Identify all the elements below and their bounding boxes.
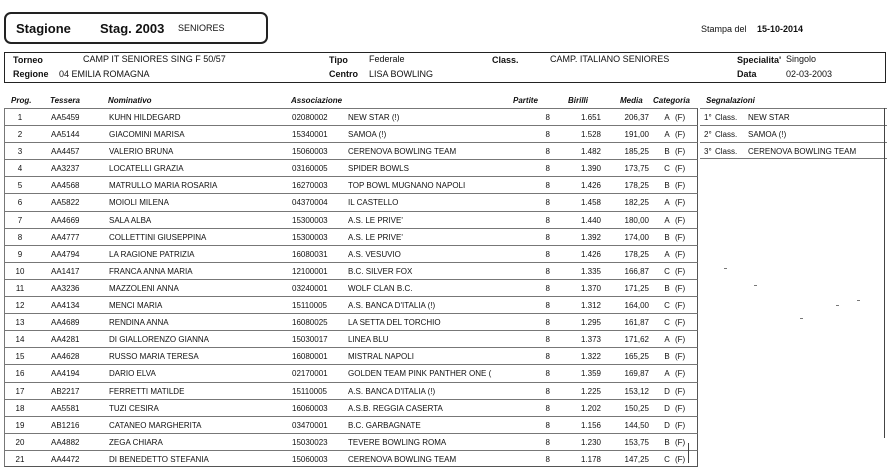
row-associazione: A.S. LE PRIVE' [348,232,403,242]
data-label: Data [737,69,757,79]
season-label: Stagione [16,21,71,36]
row-associazione: TOP BOWL MUGNANO NAPOLI [348,181,466,191]
row-tessera: AA4628 [51,352,80,362]
row-prog: 9 [17,249,23,259]
row-associazione: CERENOVA BOWLING TEAM [348,147,457,157]
col-header-partite: Partite [513,96,538,105]
row-codice: 15300003 [292,232,328,242]
row-sesso: (F) [675,164,686,174]
row-nominativo: LA RAGIONE PATRIZIA [109,249,195,259]
row-codice: 15110005 [292,301,327,311]
row-birilli: 1.482 [580,147,601,157]
segnalazione-team: NEW STAR [748,113,790,122]
table-row [4,245,698,262]
row-codice: 03240001 [292,283,328,293]
scan-speck [836,305,839,306]
row-media: 153,12 [624,386,649,396]
segnalazione-team: SAMOA (!) [748,130,787,140]
row-partite: 8 [545,403,550,413]
scan-speck [857,300,860,301]
row-nominativo: FERRETTI MATILDE [109,386,185,396]
row-prog: 6 [17,198,23,208]
row-sesso: (F) [675,318,686,328]
row-prog: 13 [15,318,25,328]
row-tessera: AA4777 [51,232,80,242]
class-label: Class. [492,55,519,65]
row-sesso: (F) [675,147,686,157]
row-nominativo: LOCATELLI GRAZIA [109,164,184,174]
season-category: SENIORES [178,23,225,33]
table-row [4,262,698,279]
segnalazione-class-label: Class. [715,147,738,157]
row-sesso: (F) [675,113,686,122]
row-prog: 11 [15,283,25,293]
row-codice: 15060003 [292,147,328,157]
row-partite: 8 [545,318,550,328]
row-birilli: 1.370 [580,283,601,293]
row-birilli: 1.528 [580,130,601,140]
row-partite: 8 [545,437,550,447]
row-birilli: 1.322 [580,352,601,362]
table-row [4,176,698,193]
col-header-associazione: Associazione [291,96,343,105]
row-media: 164,00 [624,301,649,311]
row-prog: 17 [15,386,25,396]
segnalazione-pos: 2° [704,130,712,140]
row-nominativo: COLLETTINI GIUSEPPINA [109,232,207,242]
row-partite: 8 [545,164,550,174]
row-associazione: GOLDEN TEAM PINK PANTHER ONE ( [348,369,492,379]
row-prog: 1 [17,113,23,122]
table-row [4,364,698,381]
row-prog: 18 [15,403,25,413]
segnalazione-class-label: Class. [715,130,738,140]
row-nominativo: ZEGA CHIARA [109,437,163,447]
row-tessera: AA1417 [51,266,80,276]
row-codice: 16270003 [292,181,328,191]
row-categoria: D [664,420,670,430]
specialita-label: Specialita' [737,55,782,65]
row-tessera: AB2217 [51,386,80,396]
row-categoria: C [664,301,670,311]
row-codice: 02170001 [292,369,328,379]
row-nominativo: SALA ALBA [109,215,152,225]
row-partite: 8 [545,130,550,140]
row-associazione: B.C. GARBAGNATE [348,420,421,430]
row-codice: 02080002 [292,113,328,122]
row-media: 180,00 [624,215,649,225]
row-media: 173,75 [624,164,649,174]
row-birilli: 1.202 [580,403,601,413]
row-nominativo: RENDINA ANNA [109,318,169,328]
row-media: 166,87 [624,266,649,276]
row-codice: 15030017 [292,335,328,345]
row-tessera: AA4281 [51,335,80,345]
row-associazione: A.S. LE PRIVE' [348,215,403,225]
row-media: 174,00 [624,232,649,242]
row-nominativo: MENCI MARIA [109,301,163,311]
torneo-value: CAMP IT SENIORES SING F 50/57 [83,54,226,64]
torneo-label: Torneo [13,55,43,65]
regione-value: 04 EMILIA ROMAGNA [59,69,150,79]
row-partite: 8 [545,301,550,311]
row-categoria: D [664,403,670,413]
row-media: 144,50 [624,420,649,430]
row-associazione: CERENOVA BOWLING TEAM [348,454,457,464]
row-media: 165,25 [624,352,649,362]
row-tessera: AA4882 [51,437,80,447]
row-nominativo: TUZI CESIRA [109,403,159,413]
row-sesso: (F) [675,215,686,225]
table-row [4,347,698,364]
row-tessera: AA3237 [51,164,80,174]
row-codice: 12100001 [292,266,328,276]
row-media: 191,00 [624,130,649,140]
row-tessera: AA4794 [51,249,80,259]
row-birilli: 1.359 [580,369,601,379]
row-partite: 8 [545,215,550,225]
row-codice: 15030023 [292,437,328,447]
row-birilli: 1.440 [580,215,601,225]
row-prog: 10 [15,266,25,276]
row-codice: 03160005 [292,164,328,174]
table-row [4,433,698,450]
tipo-value: Federale [369,54,405,64]
row-sesso: (F) [675,335,686,345]
row-associazione: TEVERE BOWLING ROMA [348,437,447,447]
row-nominativo: KUHN HILDEGARD [109,113,181,122]
row-nominativo: VALERIO BRUNA [109,147,174,157]
results-table [4,108,698,467]
row-associazione: A.S. BANCA D'ITALIA (!) [348,301,436,311]
row-codice: 16080001 [292,352,328,362]
row-tessera: AA4472 [51,454,80,464]
row-sesso: (F) [675,352,686,362]
data-value: 02-03-2003 [786,69,833,79]
row-categoria: B [664,181,670,191]
row-birilli: 1.373 [580,335,601,345]
row-birilli: 1.458 [580,198,601,208]
row-categoria: A [664,249,670,259]
row-associazione: SAMOA (!) [348,130,387,140]
segnalazione-team: CERENOVA BOWLING TEAM [748,147,857,157]
row-prog: 14 [15,335,25,345]
table-row [4,313,698,330]
row-codice: 03470001 [292,420,328,430]
row-partite: 8 [545,113,550,122]
row-categoria: A [664,335,670,345]
row-sesso: (F) [675,301,686,311]
segnalazione-row [700,108,887,125]
row-media: 171,62 [624,335,649,345]
row-prog: 3 [17,147,23,157]
row-categoria: A [664,198,670,208]
row-codice: 04370004 [292,198,328,208]
row-associazione: A.S. VESUVIO [348,249,401,259]
row-nominativo: RUSSO MARIA TERESA [109,352,199,362]
row-sesso: (F) [675,386,686,396]
row-categoria: B [664,283,670,293]
row-categoria: C [664,266,670,276]
row-prog: 21 [15,454,25,464]
row-tessera: AA4568 [51,181,80,191]
col-header-birilli: Birilli [568,96,589,105]
row-sesso: (F) [675,369,686,379]
row-tessera: AA3236 [51,283,80,293]
row-associazione: IL CASTELLO [348,198,399,208]
row-associazione: MISTRAL NAPOLI [348,352,414,362]
season-value: Stag. 2003 [100,21,165,36]
row-media: 171,25 [624,283,649,293]
row-sesso: (F) [675,266,686,276]
row-prog: 19 [15,420,25,430]
row-categoria: C [664,454,670,464]
row-prog: 8 [17,232,23,242]
row-media: 169,87 [624,369,649,379]
row-partite: 8 [545,232,550,242]
row-media: 178,25 [624,249,649,259]
row-partite: 8 [545,420,550,430]
row-associazione: A.S.B. REGGIA CASERTA [348,403,443,413]
row-birilli: 1.390 [580,164,601,174]
row-media: 178,25 [624,181,649,191]
row-partite: 8 [545,352,550,362]
row-birilli: 1.156 [580,420,601,430]
table-row [4,399,698,416]
row-media: 161,87 [624,318,649,328]
row-sesso: (F) [675,420,686,430]
row-codice: 16080031 [292,249,328,259]
specialita-value: Singolo [786,54,817,64]
class-value: CAMP. ITALIANO SENIORES [550,54,670,64]
segnalazione-class-label: Class. [715,113,738,122]
row-tessera: AA4669 [51,215,80,225]
row-categoria: C [664,318,670,328]
row-categoria: D [664,386,670,396]
scan-speck [724,268,727,269]
table-row [4,330,698,347]
col-header-media: Media [620,96,643,105]
table-row [4,382,698,399]
row-prog: 12 [15,301,25,311]
row-sesso: (F) [675,232,686,242]
table-row [4,279,698,296]
row-birilli: 1.392 [580,232,601,242]
segnalazione-row [700,142,887,159]
row-media: 147,25 [624,454,649,464]
segnalazione-row [700,125,887,142]
table-row [4,416,698,433]
segnalazione-pos: 3° [704,147,712,157]
row-media: 185,25 [624,147,649,157]
centro-value: LISA BOWLING [369,69,434,79]
row-categoria: A [664,130,670,140]
row-nominativo: MAZZOLENI ANNA [109,283,179,293]
row-associazione: A.S. BANCA D'ITALIA (!) [348,386,436,396]
row-prog: 15 [15,352,25,362]
row-partite: 8 [545,181,550,191]
row-categoria: A [664,215,670,225]
row-prog: 16 [15,369,25,379]
row-tessera: AA5459 [51,113,80,122]
col-header-categoria: Categoria [653,96,690,105]
row-birilli: 1.312 [580,301,601,311]
segnalazione-pos: 1° [704,113,712,122]
row-sesso: (F) [675,249,686,259]
row-nominativo: GIACOMINI MARISA [109,130,185,140]
table-row [4,142,698,159]
row-categoria: C [664,164,670,174]
row-media: 182,25 [624,198,649,208]
row-sesso: (F) [675,454,686,464]
row-prog: 7 [17,215,23,225]
row-codice: 16080025 [292,318,328,328]
row-sesso: (F) [675,198,686,208]
tournament-info-box [4,52,886,83]
row-associazione: SPIDER BOWLS [348,164,409,174]
row-tessera: AA4457 [51,147,80,157]
row-partite: 8 [545,147,550,157]
col-header-nominativo: Nominativo [108,96,152,105]
row-birilli: 1.225 [580,386,601,396]
row-media: 150,25 [624,403,649,413]
table-row [4,193,698,210]
row-nominativo: CATANEO MARGHERITA [109,420,202,430]
print-date-value: 15-10-2014 [757,24,804,34]
row-partite: 8 [545,335,550,345]
row-tessera: AA5144 [51,130,80,140]
row-codice: 15340001 [292,130,328,140]
row-sesso: (F) [675,181,686,191]
regione-label: Regione [13,69,49,79]
row-nominativo: DARIO ELVA [109,369,156,379]
scan-edge-line [884,108,885,438]
table-row [4,296,698,313]
row-sesso: (F) [675,437,686,447]
segnalazioni-list [700,108,887,159]
tipo-label: Tipo [329,55,348,65]
row-nominativo: DI BENEDETTO STEFANIA [109,454,209,464]
row-birilli: 1.230 [580,437,601,447]
row-tessera: AB1216 [51,420,80,430]
season-box [4,12,268,44]
row-codice: 15060003 [292,454,328,464]
row-tessera: AA4689 [51,318,80,328]
row-associazione: NEW STAR (!) [348,113,400,122]
row-birilli: 1.178 [580,454,601,464]
row-tessera: AA5822 [51,198,80,208]
table-row [4,159,698,176]
col-header-tessera: Tessera [50,96,80,105]
table-row [4,228,698,245]
row-media: 153,75 [624,437,649,447]
row-sesso: (F) [675,403,686,413]
row-partite: 8 [545,249,550,259]
row-categoria: A [664,113,670,122]
row-codice: 15300003 [292,215,328,225]
row-birilli: 1.295 [580,318,601,328]
row-nominativo: DI GIALLORENZO GIANNA [109,335,210,345]
row-associazione: LINEA BLU [348,335,389,345]
scan-speck [754,285,757,286]
row-birilli: 1.426 [580,181,601,191]
row-tessera: AA4134 [51,301,80,311]
row-partite: 8 [545,198,550,208]
row-tessera: AA4194 [51,369,80,379]
table-row [4,211,698,228]
row-nominativo: FRANCA ANNA MARIA [109,266,193,276]
row-categoria: A [664,369,670,379]
row-codice: 16060003 [292,403,328,413]
row-partite: 8 [545,369,550,379]
row-prog: 20 [15,437,25,447]
row-media: 206,37 [624,113,649,122]
row-partite: 8 [545,266,550,276]
row-sesso: (F) [675,283,686,293]
scan-speck [800,318,803,319]
row-partite: 8 [545,386,550,396]
row-associazione: B.C. SILVER FOX [348,266,413,276]
row-tessera: AA5581 [51,403,80,413]
col-header-prog: Prog. [11,96,32,105]
row-prog: 4 [17,164,23,174]
row-sesso: (F) [675,130,686,140]
row-categoria: B [664,147,670,157]
row-prog: 5 [17,181,23,191]
row-birilli: 1.335 [580,266,601,276]
row-prog: 2 [17,130,23,140]
row-partite: 8 [545,283,550,293]
row-associazione: LA SETTA DEL TORCHIO [348,318,441,328]
row-categoria: B [664,232,670,242]
row-associazione: WOLF CLAN B.C. [348,283,413,293]
print-date-label: Stampa del [701,24,747,34]
row-categoria: B [664,352,670,362]
centro-label: Centro [329,69,358,79]
scan-edge-mark [688,443,689,463]
row-birilli: 1.651 [580,113,601,122]
row-nominativo: MATRULLO MARIA ROSARIA [109,181,218,191]
table-row [4,108,698,125]
row-categoria: B [664,437,670,447]
table-row [4,125,698,142]
col-header-segnalazioni: Segnalazioni [706,96,755,105]
row-birilli: 1.426 [580,249,601,259]
table-row [4,450,698,467]
row-nominativo: MOIOLI MILENA [109,198,170,208]
row-codice: 15110005 [292,386,327,396]
row-partite: 8 [545,454,550,464]
